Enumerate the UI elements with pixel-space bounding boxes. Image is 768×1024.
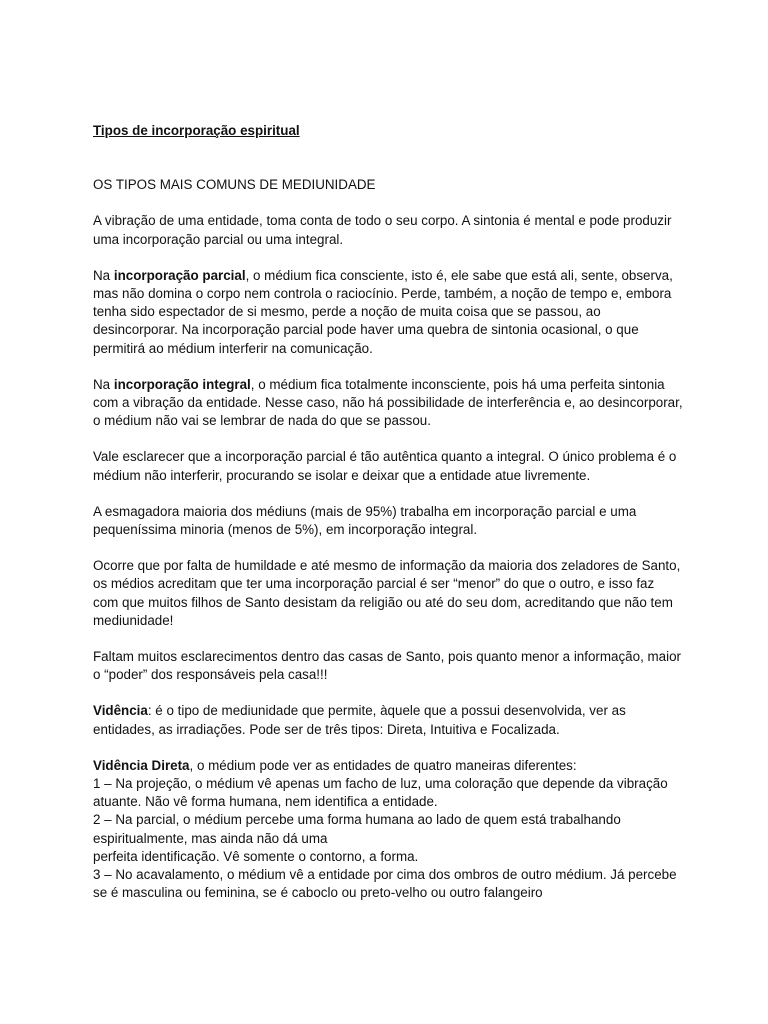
paragraph-clarifications: Faltam muitos esclarecimentos dentro das casas de Santo, pois quanto menor a informação, maior o “poder” dos responsáveis pela casa!!! [93, 649, 681, 683]
paragraph-direct-vidence [93, 757, 683, 775]
paragraph-integral-text: , o médium fica totalmente inconsciente, pois há uma perfeita sintonia com a vibração da entidade. Nesse caso, não há possibilidade de interferência e, ao desincorporar, o médium não vai se lembrar de nada do que se passou. [93, 376, 683, 429]
list-item-2: 2 – Na parcial, o médium percebe uma forma humana ao lado de quem está trabalhando espiritualmente, mas ainda não dá uma [93, 812, 621, 846]
paragraph-partial-text: , o médium fica consciente, isto é, ele sabe que está ali, sente, observa, mas não domina o corpo nem controla o raciocínio. Perde, também, a noção de tempo e, embora tenha sido espectador de si mesmo, perde a noção de muita coisa que se passou, ao desincorporar. Na incorporação parcial pode haver uma quebra de sintonia ocasional, o que permitirá ao médium interferir na comunicação. [93, 267, 673, 356]
paragraph-vidence-text: : é o tipo de mediunidade que permite, àquele que a possui desenvolvida, ver as entidades, as irradiações. Pode ser de três tipos: Direta, Intuitiva e Focalizada. [93, 703, 626, 737]
list-item-3: 3 – No acavalamento, o médium vê a entidade por cima dos ombros de outro médium. Já percebe se é masculina ou feminina, se é caboclo ou preto-velho ou outro falangeiro [93, 867, 677, 901]
list-item-2-continued: perfeita identificação. Vê somente o contorno, a forma. [93, 848, 419, 864]
term-vidence: Vidência [93, 703, 148, 719]
term-integral-incorporation: incorporação integral [113, 376, 251, 392]
document-body [93, 122, 683, 903]
paragraph-vidence [93, 702, 683, 738]
paragraph-intro: A vibração de uma entidade, toma conta de todo o seu corpo. A sintonia é mental e pode produzir uma incorporação parcial ou uma integral. [93, 213, 672, 247]
paragraph-majority: A esmagadora maioria dos médiuns (mais de 95%) trabalha em incorporação parcial e uma pequeníssima minoria (menos de 5%), em incorporação integral. [93, 503, 637, 538]
paragraph-clarification: Vale esclarecer que a incorporação parcial é tão autêntica quanto a integral. O único problema é o médium não interferir, procurando se isolar e deixar que a entidade atue livremente. [93, 449, 677, 483]
paragraph-direct-vidence-text: , o médium pode ver as entidades de quatro maneiras diferentes: [189, 757, 577, 773]
document-title: Tipos de incorporação espiritual [93, 123, 300, 138]
term-partial-incorporation: incorporação parcial [113, 267, 246, 283]
list-item-1: 1 – Na projeção, o médium vê apenas um facho de luz, uma coloração que depende da vibração atuante. Não vê forma humana, nem identifica a entidade. [93, 776, 668, 810]
paragraph-integral [93, 376, 683, 431]
term-direct-vidence: Vidência Direta [93, 757, 190, 773]
paragraph-integral-pre: Na [93, 376, 114, 392]
paragraph-humility: Ocorre que por falta de humildade e até mesmo de informação da maioria dos zeladores de Santo, os médios acreditam que ter uma incorporação parcial é ser “menor” do que o outro, e isso faz com que muitos filhos de Santo desistam da religião ou até do seu dom, acreditando que não tem mediunidade! [93, 558, 681, 628]
paragraph-partial [93, 267, 683, 358]
paragraph-partial-pre: Na [93, 267, 114, 283]
section-heading: OS TIPOS MAIS COMUNS DE MEDIUNIDADE [93, 177, 376, 193]
